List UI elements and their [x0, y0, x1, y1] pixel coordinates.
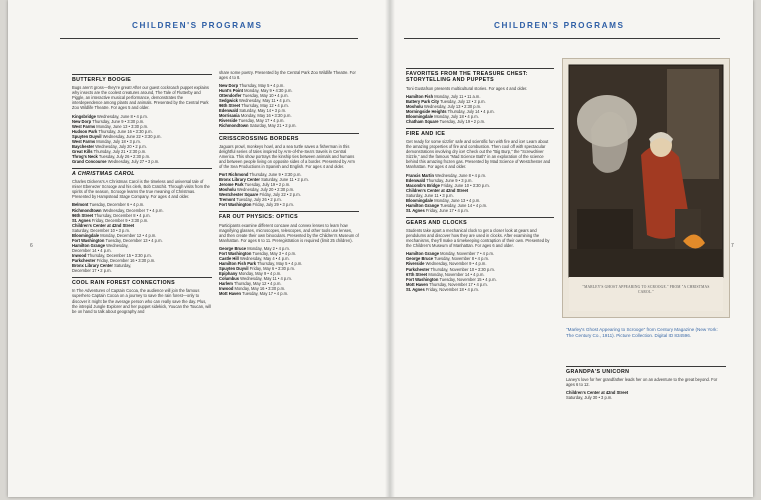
event-date: Friday, June 10 • 3:30 p.m.: [441, 182, 490, 188]
section-description: Participants examine different concave and convex lenses to learn how magnifying glasses, microscopes, telescopes, and other tools use lenses, and then create their own binoculars. Presented by the Children's Museum of Manhattan. For ages 6 to 11. Preregistration is required (limit 25 children).: [219, 222, 359, 243]
event-place: Jerome Park: [219, 182, 244, 188]
event-date: Thursday, May 5 • 4 p.m.: [239, 83, 285, 89]
event-date: Monday, May 16 • 3:30 p.m.: [240, 113, 292, 119]
event-place: Chatham Square: [406, 118, 439, 124]
event-date: Wednesday, June 8 • 4 p.m.: [435, 172, 487, 178]
event-date: Wednesday, July 20 • 2:30 p.m.: [236, 187, 295, 193]
event-place: 67th Street: [406, 271, 428, 277]
event-date: Thursday, December 8 • 4 p.m.: [94, 212, 151, 218]
event-place: Hamilton Fish: [406, 93, 434, 99]
event-date: Tuesday, December 6 • 4 p.m.: [89, 202, 145, 208]
event-place: Children's Center at 42nd Street: [406, 187, 469, 193]
event-place: Macomb's Bridge: [406, 182, 440, 188]
event-line: [406, 208, 554, 213]
event-date: Wednesday, December 7 • 4 p.m.: [102, 207, 164, 213]
event-date: Thursday, July 21 • 2:30 p.m.: [93, 148, 147, 154]
event-place: Harlem: [219, 281, 233, 287]
event-date: Thursday, May 12 • 4 p.m.: [241, 103, 289, 109]
event-date: Wednesday, May 4 • 4 p.m.: [239, 255, 290, 261]
event-date: Friday, June 17 • 4 p.m.: [425, 207, 469, 213]
event-date: Tuesday, July 19 • 2 p.m.: [244, 182, 291, 188]
event-place: Riverside: [219, 118, 238, 124]
event-date: Monday, July 11 • 11 a.m.: [434, 93, 481, 99]
event-date: Saturday, June 11 • 3 p.m.: [406, 192, 454, 198]
event-date: Thursday, May 12 • 4 p.m.: [233, 281, 282, 287]
event-date: Monday, May 9 • 4:30 p.m.: [244, 88, 293, 94]
event-date: Monday, June 13 • 3:30 p.m.: [96, 123, 149, 129]
event-date: Wednesday, May 11 • 4 p.m.: [239, 98, 291, 104]
event-place: Bloomingdale: [406, 197, 434, 203]
event-date: December 14 • 4 p.m.: [72, 247, 112, 253]
event-place: Francis Martin: [406, 172, 434, 178]
program-section: [219, 133, 359, 208]
event-date: Tuesday, July 19 • 2 p.m.: [439, 118, 486, 124]
event-line: [219, 291, 359, 296]
event-date: Tuesday, July 12 • 2 p.m.: [440, 98, 486, 104]
event-date: Wednesday, June 22 • 3:30 p.m.: [102, 133, 162, 139]
event-place: Fort Washington: [406, 276, 439, 282]
event-date: Monday, July 18 • 3 p.m.: [96, 138, 141, 144]
event-place: Mosholu: [406, 103, 423, 109]
event-place: Ottendorfer: [219, 93, 242, 99]
right-page-number: 7: [731, 243, 734, 249]
event-date: December 17 • 2 p.m.: [72, 268, 112, 274]
event-line: [566, 395, 726, 400]
event-place: Richmondtown: [219, 123, 249, 129]
event-date: Thursday, May 5 • 4 p.m.: [257, 261, 303, 266]
program-section: [406, 128, 554, 213]
section-title: CRISSCROSSING BORDERS: [219, 135, 299, 142]
illustration-scrooge-icon: [563, 59, 729, 317]
event-date: Thursday, November 10 • 3:30 p.m.: [430, 266, 495, 272]
event-place: Hamilton Fish Park: [219, 261, 257, 266]
event-date: Friday, December 16 • 3:30 p.m.: [96, 258, 156, 263]
event-date: Tuesday, July 26 • 2:30 p.m.: [98, 153, 151, 159]
event-place: Belmont: [72, 202, 89, 208]
event-place: New Dorp: [72, 118, 92, 124]
event-place: Port Richmond: [219, 172, 249, 178]
book-gutter: [385, 0, 395, 497]
section-title: FIRE AND ICE: [406, 130, 446, 137]
event-place: Baychester: [72, 143, 95, 149]
program-section: [219, 70, 359, 129]
event-date: Saturday, June 11 • 2 p.m.: [261, 177, 309, 183]
event-date: Thursday, November 17 • 4 p.m.: [429, 281, 488, 287]
left-page-header: CHILDREN'S PROGRAMS: [132, 21, 263, 30]
event-date: Tuesday, June 14 • 4 p.m.: [440, 202, 488, 208]
event-place: Edenwald: [219, 108, 239, 114]
event-date: Wednesday, November 9 • 4 p.m.: [425, 261, 487, 267]
section-rule: [219, 133, 359, 134]
event-place: Bloomingdale: [406, 113, 434, 119]
event-place: Fort Washington: [219, 250, 252, 256]
program-section: [219, 211, 359, 296]
event-date: Tuesday, May 3 • 4 p.m.: [252, 250, 297, 256]
event-place: Parkchester: [406, 266, 430, 272]
event-date: Thursday, July 14 • 4 p.m.: [447, 108, 495, 114]
event-date: Wednesday, May 11 • 4 p.m.: [240, 276, 292, 282]
left-page-number: 6: [30, 243, 33, 249]
event-date: Thursday, June 9 • 3:30 p.m.: [92, 118, 145, 124]
event-place: Fort Washington: [72, 237, 105, 243]
event-place: Edenwald: [406, 177, 426, 183]
section-description: share some poetry. Presented by the Central Park Zoo Wildlife Theatre. For ages 4 to 8.: [219, 70, 356, 81]
illustration-caption: "Marley's Ghost Appearing to Scrooge" from Century Magazine (New York: The Century Co., 1911). Picture Collection. Digital ID 834596.: [566, 327, 718, 338]
event-place: Columbus: [219, 276, 240, 282]
event-line: [406, 119, 554, 124]
event-place: Fort Washington: [219, 202, 252, 208]
event-place: Mott Haven: [406, 281, 429, 287]
event-place: Hamilton Grange: [406, 202, 439, 208]
event-date: Thursday, June 9 • 3:30 p.m.: [249, 172, 302, 178]
section-rule: [406, 217, 554, 218]
right-header-rule: [404, 38, 720, 39]
event-place: Children's Center at 42nd Street: [72, 222, 135, 228]
event-date: Friday, December 9 • 3:30 p.m.: [91, 217, 149, 223]
event-date: Saturday, May 14 • 3 p.m.: [239, 108, 287, 114]
event-date: Tuesday, May 17 • 4 p.m.: [238, 118, 285, 124]
illustration-inscription: "MARLEY'S GHOST APPEARING TO SCROOGE." FROM "A CHRISTMAS CAROL.": [582, 285, 710, 294]
event-place: Inwood: [219, 286, 234, 292]
event-date: Wednesday, July 27 • 3 p.m.: [107, 158, 160, 164]
event-date: Saturday, December 10 • 3 p.m.: [72, 227, 131, 233]
event-date: Saturday,: [114, 263, 132, 269]
event-place: Mott Haven: [219, 291, 242, 297]
section-title: FAVORITES FROM THE TREASURE CHEST: STORYTELLING AND PUPPETS: [406, 71, 528, 84]
section-rule: [72, 168, 212, 169]
event-place: St. Agnes: [72, 217, 91, 223]
section-description: Bugs aren't gross—they're great! After our guest cockroach puppet explains why insects are the coolest creatures around, The Tale of Flutterby and Piggle, an interactive musical performance, demonstrates the interdependence among plants and animals. Presented by the Central Park Zoo Wildlife Theatre. For ages 5 and older.: [72, 85, 209, 111]
left-header-rule: [60, 38, 358, 39]
grandpas-unicorn-section: [566, 362, 726, 400]
event-place: George Bruce: [219, 245, 247, 251]
event-date: Thursday, June 9 • 3 p.m.: [426, 177, 473, 183]
section-rule: [219, 211, 359, 212]
event-place: Bronx Library Center: [219, 177, 260, 183]
event-date: Monday, May 2 • 4 p.m.: [247, 245, 290, 251]
event-place: Bloomingdale: [72, 232, 100, 238]
event-date: Monday, June 13 • 4 p.m.: [434, 197, 481, 203]
event-place: Sedgwick: [219, 98, 238, 104]
event-date: Friday, May 6 • 3:30 p.m.: [249, 266, 295, 272]
section-title: FAR OUT PHYSICS: OPTICS: [219, 214, 298, 221]
event-place: West Farms: [72, 123, 96, 129]
section-description: Jaguars prowl, monkeys howl, and a sea turtle saves a fisherman in this delightful series of tales inspired by Arm-of-the-Sea's travels in Central America. This show portrays the kinship ties between animals and humans and between people living on opposite sides of a border. Presented by Arm of the Sea Productions in Spanish and English. For ages 4 and older.: [219, 143, 355, 169]
event-date: Thursday, June 16 • 3:30 p.m.: [98, 128, 153, 134]
event-date: Tuesday, July 26 • 2 p.m.: [236, 197, 282, 203]
event-date: Tuesday, May 10 • 4 p.m.: [242, 93, 289, 99]
event-line: [219, 123, 359, 128]
event-place: 96th Street: [219, 103, 241, 109]
program-section: [406, 217, 554, 292]
event-place: Tremont: [219, 197, 236, 203]
event-date: Wednesday, July 13 • 2:30 p.m.: [423, 103, 482, 109]
event-place: St. Agnes: [406, 286, 425, 292]
event-place: Throg's Neck: [72, 153, 98, 159]
event-date: Tuesday, November 8 • 4 p.m.: [434, 256, 490, 262]
program-section: [406, 68, 554, 124]
event-place: Spuyten Duyvil: [219, 266, 249, 272]
event-date: Wednesday, June 8 • 4 p.m.: [97, 113, 148, 119]
event-place: West Farms: [72, 138, 96, 144]
section-description: Toni Gustafson presents multicultural stories. For ages 4 and older.: [406, 85, 528, 91]
event-place: Morningside Heights: [406, 108, 447, 114]
event-place: Great Kills: [72, 148, 93, 154]
event-place: Morrisania: [219, 113, 240, 119]
event-line: [72, 268, 212, 273]
event-place: St. Agnes: [406, 207, 425, 213]
event-place: Bronx Library Center: [72, 263, 113, 269]
event-date: Thursday, December 15 • 3:30 p.m.: [87, 252, 152, 258]
event-date: Tuesday, May 17 • 4 p.m.: [242, 291, 289, 297]
section-title: COOL RAIN FOREST CONNECTIONS: [72, 280, 175, 287]
section-title: GRANDPA'S UNICORN: [566, 369, 630, 375]
event-date: Monday, November 14 • 4 p.m.: [428, 271, 485, 277]
event-date: Wednesday,: [106, 242, 129, 248]
event-place: Hunt's Point: [219, 88, 243, 94]
section-rule: [566, 366, 726, 367]
event-date: Friday, July 22 • 2 p.m.: [259, 192, 301, 198]
section-rule: [72, 277, 212, 278]
event-place: Battery Park City: [406, 98, 439, 104]
event-place: George Bruce: [406, 256, 434, 262]
section-rule: [406, 68, 554, 69]
event-place: Grand Concourse: [72, 158, 107, 164]
column-2: [219, 70, 359, 296]
section-description: Get ready for some sizzlin' safe and scientific fun with fire and ice! Learn about the amazing properties of fire and combustion. Then cool off with spectacular demonstrations involving dry ice! Check out the "Big Burp," the "Screwdriver Sizzle," and the famous "Mad Science Bath" in an exploration of the science behind this amazing frozen gas. Presented by Mad Science of Westchester and Manhattan. For ages 4 and older.: [406, 139, 551, 170]
program-section: [72, 168, 212, 273]
event-place: Riverside: [406, 261, 425, 267]
event-place: Richmondtown: [72, 207, 102, 213]
column-3: [406, 64, 554, 292]
event-line: [72, 159, 212, 164]
event-date: Monday, May 16 • 3:30 p.m.: [234, 286, 286, 292]
event-place: New Dorp: [219, 83, 239, 89]
event-date: Tuesday, December 13 • 4 p.m.: [105, 237, 163, 243]
event-date: Friday, July 29 • 3 p.m.: [252, 202, 294, 208]
event-place: Castle Hill: [219, 255, 239, 261]
event-date: Monday, May 9 • 4 p.m.: [238, 271, 282, 277]
right-page-header: CHILDREN'S PROGRAMS: [494, 21, 625, 30]
section-description: Charles Dickens's A Christmas Carol is the timeless and universal tale of miser Ebenezer Scrooge and his clerk, Bob Cratchit. Through visits from the spirits of the season, Scrooge learns the true meaning of Christmas. Presented by Hampstead Stage Company. For ages 4 and older.: [72, 179, 210, 200]
program-section: [72, 74, 212, 164]
program-section: [72, 277, 212, 314]
grandpa-body: [566, 377, 726, 400]
section-title: GEARS AND CLOCKS: [406, 219, 468, 226]
event-place: Spuyten Duyvil: [72, 133, 102, 139]
section-description: Students take apart a mechanical clock to get a closer look at gears and pendulums and discover how they are used in clocks. After examining the mechanisms, they'll make a timekeeping contraption of their own. Presented by the Children's Museum of Manhattan. For ages 6 and older.: [406, 228, 550, 249]
event-place: Kingsbridge: [72, 113, 96, 119]
section-rule: [406, 128, 554, 129]
section-title: BUTTERFLY BOOGIE: [72, 77, 132, 83]
event-place: Children's Center at 42nd Street: [566, 390, 629, 396]
event-date: Friday, November 18 • 4 p.m.: [425, 286, 479, 292]
event-place: Epiphany: [219, 271, 238, 277]
event-place: Westchester Square: [219, 192, 259, 198]
event-line: [219, 202, 359, 207]
event-place: Mosholu: [219, 187, 236, 193]
event-place: Hamilton Grange: [406, 251, 439, 257]
event-date: Tuesday, November 15 • 4 p.m.: [439, 276, 497, 282]
section-rule: [72, 74, 212, 75]
event-date: Monday, July 18 • 4 p.m.: [434, 113, 479, 119]
event-place: 96th Street: [72, 212, 94, 218]
event-date: Monday, December 12 • 4 p.m.: [100, 232, 157, 238]
section-description: In The Adventures of Captain Cocoa, the audience will join the famous superhero Captain Cocoa on a journey to save the rain forest—only to discover it might be the average person who can really save the day. Plus, the intrepid Jungle Explorer and her puppet sidekick, Youcan the Toucan, will be on hand to talk about geography and: [72, 288, 211, 314]
scrooge-illustration: [562, 58, 730, 318]
event-date: Saturday, July 30 • 3 p.m.: [566, 395, 613, 401]
event-date: Monday, November 7 • 4 p.m.: [440, 251, 495, 257]
event-line: [406, 287, 554, 292]
event-place: Inwood: [72, 252, 87, 258]
section-title: A CHRISTMAS CAROL: [72, 171, 135, 177]
event-place: Hudson Park: [72, 128, 98, 134]
event-date: Saturday, May 21 • 2 p.m.: [249, 123, 297, 129]
event-date: Wednesday, July 20 • 2 p.m.: [95, 143, 147, 149]
event-place: Parkchester: [72, 258, 96, 263]
column-1: [72, 70, 212, 317]
event-place: Hamilton Grange: [72, 242, 105, 248]
section-description: Laney's love for her grandfather leads her on an adventure to the great beyond. For ages 6 to 12.: [566, 377, 718, 388]
